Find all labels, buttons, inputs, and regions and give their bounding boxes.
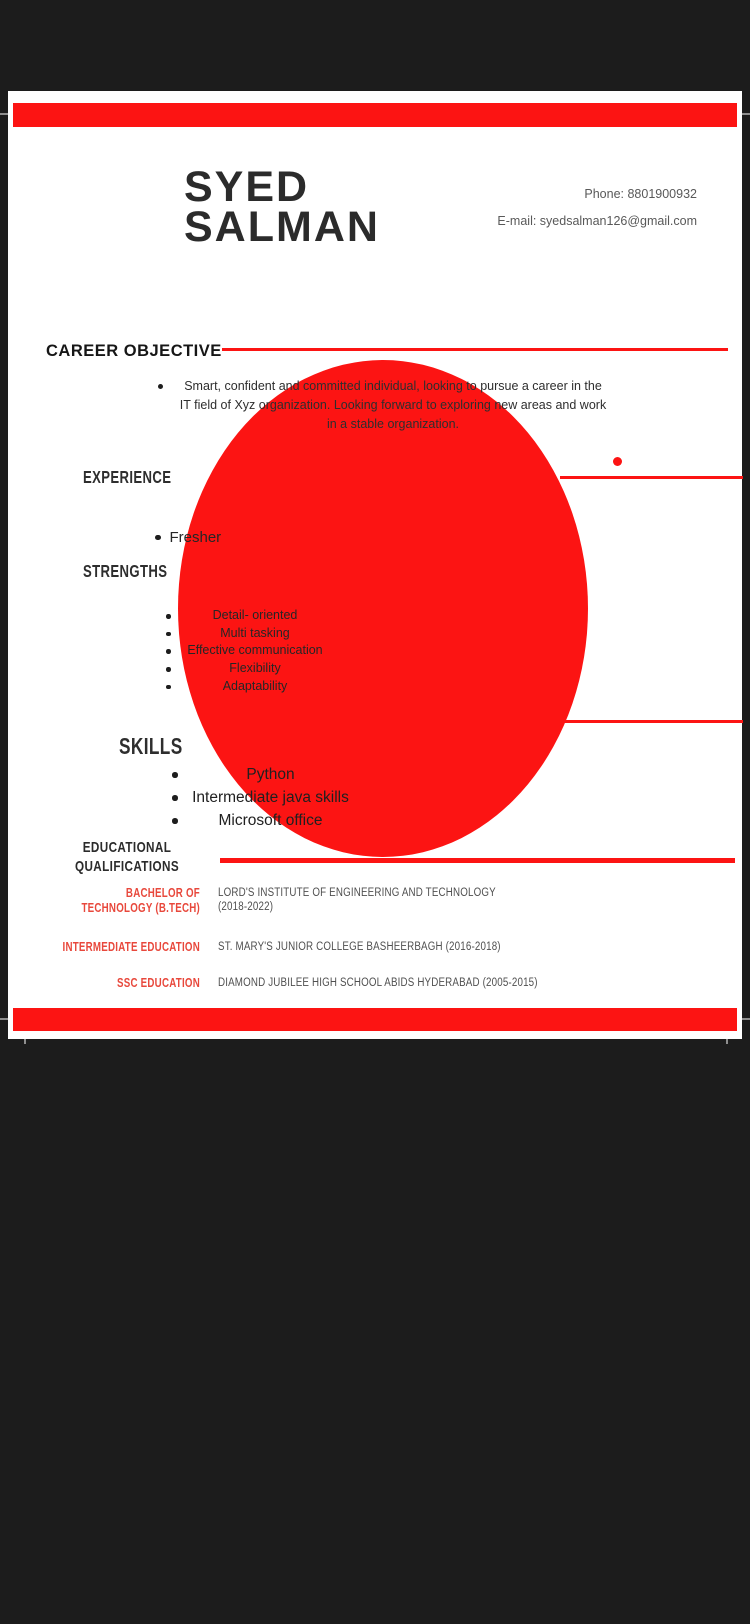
education-label-line: TECHNOLOGY (B.TECH) [81,901,200,915]
objective-line: in a stable organization. [326,417,460,431]
list-item [138,625,372,643]
strength-text: Adaptability [222,678,288,693]
name-line-2: SALMAN [184,203,380,251]
career-objective-heading: CAREER OBJECTIVE [46,342,222,360]
education-label [50,886,200,916]
education-label-line: BACHELOR OF [125,886,200,900]
experience-item-text: Fresher [169,529,222,546]
career-objective-rule [222,348,728,351]
bottom-red-bar [13,1008,737,1031]
bullet-icon [155,535,161,541]
education-value-line: (2018-2022) [218,901,274,913]
strength-text: Flexibility [229,661,281,676]
education-heading-line1: EDUCATIONAL [82,839,172,856]
bullet-icon [166,649,171,654]
strength-text: Detail- oriented [212,608,298,622]
objective-line: IT field of Xyz organization. Looking forward to exploring new areas and work [179,398,607,412]
bullet-icon [172,818,178,824]
strengths-heading: STRENGTHS [83,561,168,581]
education-heading-line2: QUALIFICATIONS [74,857,180,875]
bullet-icon [166,632,171,637]
bullet-icon [166,667,171,672]
education-label [50,976,200,991]
list-item [128,809,413,832]
bullet-icon [172,795,178,801]
skill-text: Intermediate java skills [192,789,349,806]
top-red-bar [13,103,737,127]
experience-rule [560,476,743,479]
phone-text: Phone: 8801900932 [584,187,697,201]
resume-page [8,91,742,1039]
education-value-line: LORD'S INSTITUTE OF ENGINEERING AND TECHNOLOGY [218,887,496,899]
skills-heading: SKILLS [119,733,183,759]
skill-text: Python [246,766,295,783]
education-value [218,940,626,954]
list-item [128,763,413,786]
bullet-icon [166,685,171,690]
skills-rule [563,720,743,723]
education-value [218,886,626,914]
education-label [50,940,200,955]
education-value [218,976,626,990]
bullet-icon [172,772,178,778]
skill-text: Microsoft office [218,812,323,829]
skills-list [128,763,413,832]
email-text: E-mail: syedsalman126@gmail.com [497,214,697,228]
page-title [184,163,380,251]
bullet-icon [166,614,171,619]
education-label-line: SSC EDUCATION [116,976,200,990]
career-objective-paragraph [135,377,651,434]
education-label-line: INTERMEDIATE EDUCATION [62,940,201,954]
education-heading [65,839,190,876]
list-item [128,786,413,809]
bullet-icon [158,384,163,389]
education-value-line: DIAMOND JUBILEE HIGH SCHOOL ABIDS HYDERABAD (2005-2015) [218,977,538,989]
experience-heading: EXPERIENCE [83,467,172,487]
strength-text: Multi tasking [220,625,290,640]
strength-text: Effective communication [187,643,323,658]
name-line-1: SYED [184,163,310,211]
list-item [138,660,372,678]
red-dot-decoration [613,457,622,466]
experience-item [155,529,221,547]
strengths-list [138,607,372,696]
education-rule [220,858,735,863]
education-value-line: ST. MARY'S JUNIOR COLLEGE BASHEERBAGH (2016-2018) [218,941,501,953]
list-item [138,607,372,625]
objective-line: Smart, confident and committed individual, looking to pursue a career in the [184,379,602,393]
list-item [138,678,372,696]
list-item [138,642,372,660]
